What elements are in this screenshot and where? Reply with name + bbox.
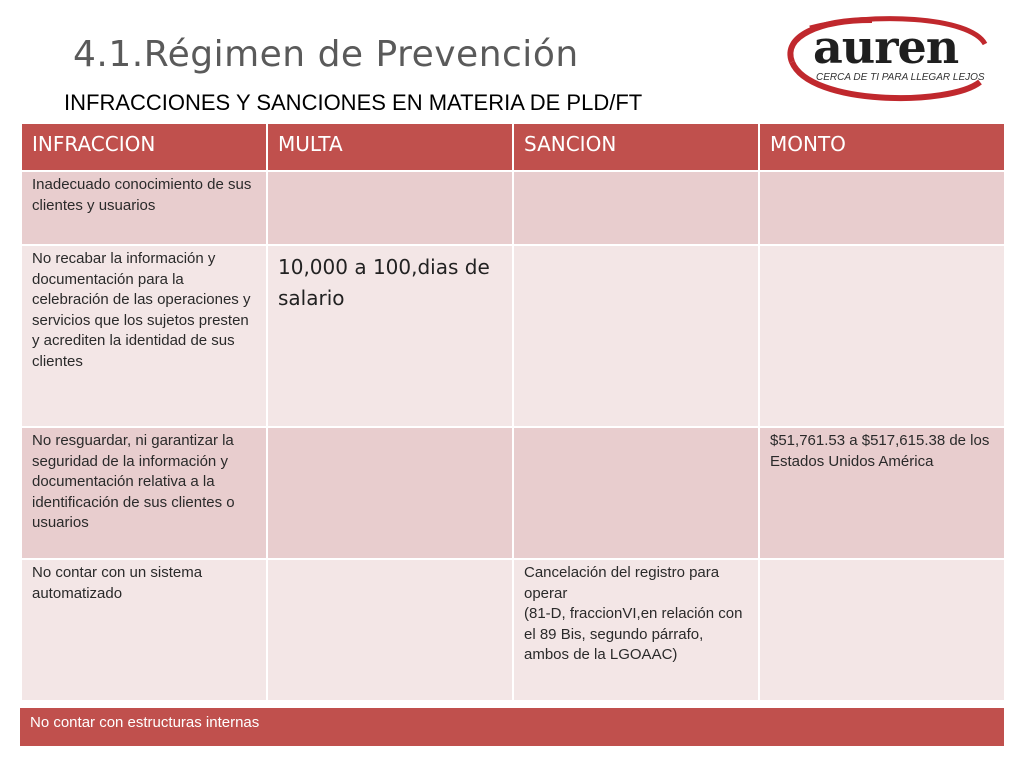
cell-multa: [278, 172, 502, 175]
footer-row-estructuras: No contar con estructuras internas: [20, 708, 1004, 746]
table-row: [21, 559, 1005, 701]
cell-multa: [278, 428, 502, 431]
cell-monto: $51,761.53 a $517,615.38 de los Estados Unidos América: [770, 432, 990, 470]
cell-sancion: [524, 246, 748, 249]
cell-sancion: [524, 172, 748, 175]
header-infraccion: INFRACCION: [21, 123, 267, 171]
cell-sancion: Cancelación del registro para operar (81-D, fraccionVI,en relación con el 89 Bis, segundo párrafo, ambos de la LGOAAC): [524, 564, 743, 663]
cell-infraccion: No contar con un sistema automatizado: [32, 564, 203, 602]
cell-infraccion: Inadecuado conocimiento de sus clientes y usuarios: [32, 176, 252, 214]
sanctions-table: [20, 122, 1006, 702]
cell-sancion: [524, 428, 748, 431]
cell-monto: [770, 560, 994, 563]
table-row: [21, 245, 1005, 427]
logo-tagline: CERCA DE TI PARA LLEGAR LEJOS: [816, 72, 985, 83]
auren-logo: [780, 14, 992, 106]
table-row: [21, 171, 1005, 245]
cell-monto: [770, 246, 994, 249]
header-multa: MULTA: [267, 123, 513, 171]
table-header-row: [21, 123, 1005, 171]
cell-infraccion: No recabar la información y documentación para la celebración de las operaciones y servicios que los sujetos presten y acrediten la identidad de sus clientes: [32, 250, 251, 370]
header-sancion: SANCION: [513, 123, 759, 171]
cell-multa: [278, 560, 502, 563]
slide-title: 4.1.Régimen de Prevención: [73, 34, 579, 75]
slide-subtitle: INFRACCIONES Y SANCIONES EN MATERIA DE PLD/FT: [64, 90, 643, 115]
cell-monto: [770, 172, 994, 175]
header-monto: MONTO: [759, 123, 1005, 171]
cell-multa: 10,000 a 100,dias de salario: [278, 255, 490, 310]
table-row: [21, 427, 1005, 559]
cell-infraccion: No resguardar, ni garantizar la seguridad de la información y documentación relativa a la identificación de sus clientes o usuarios: [32, 432, 235, 531]
logo-wordmark: auren: [813, 20, 959, 74]
